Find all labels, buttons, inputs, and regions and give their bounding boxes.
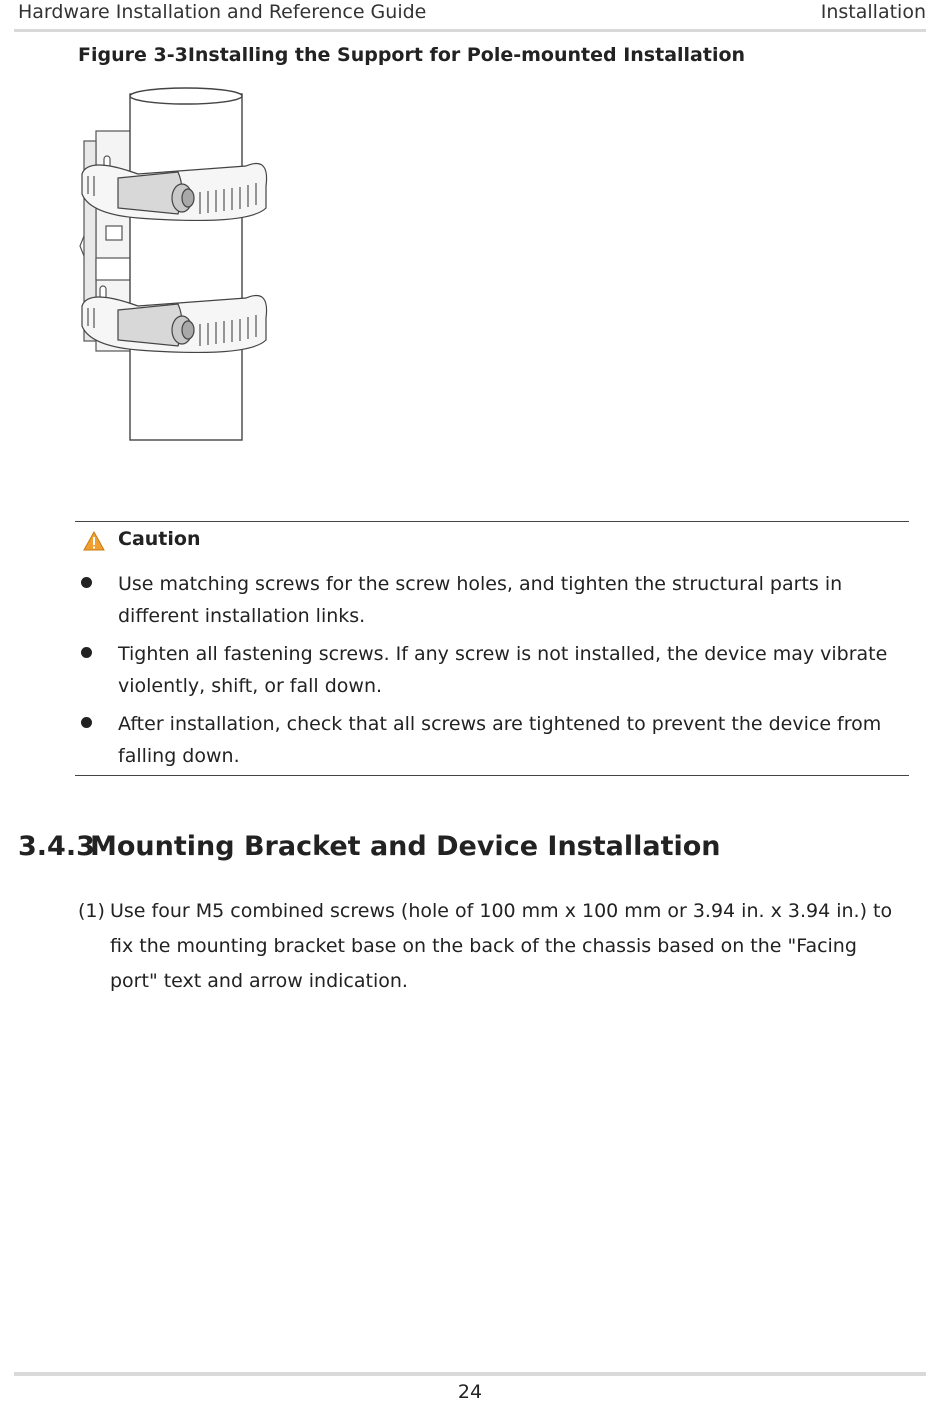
caution-item-text: Tighten all fastening screws. If any screw is not installed, the device may vibrate violently, shift, or fall down. bbox=[118, 643, 888, 697]
bullet-icon bbox=[81, 717, 92, 728]
figure-caption: Figure 3-3Installing the Support for Pole-mounted Installation bbox=[78, 44, 746, 66]
bullet-icon bbox=[81, 577, 92, 588]
caution-title: Caution bbox=[118, 528, 201, 550]
section-number: 3.4.3 bbox=[18, 831, 95, 862]
warning-triangle-icon bbox=[83, 531, 105, 551]
header-chapter: Installation bbox=[820, 1, 926, 23]
pole-mount-illustration bbox=[78, 86, 278, 446]
section-title: Mounting Bracket and Device Installation bbox=[90, 831, 721, 862]
step-number: (1) bbox=[78, 900, 105, 922]
upper-clamp bbox=[82, 164, 267, 221]
header-doc-title: Hardware Installation and Reference Guide bbox=[18, 1, 427, 23]
section-heading bbox=[18, 831, 721, 862]
footer-divider bbox=[14, 1372, 926, 1376]
pole bbox=[130, 88, 242, 440]
step-text: Use four M5 combined screws (hole of 100 mm x 100 mm or 3.94 in. x 3.94 in.) to fix the mounting bracket base on the back of the chassis based on the "Facing port" text and arrow indication. bbox=[110, 900, 893, 992]
caution-item-text: After installation, check that all screws are tightened to prevent the device from falling down. bbox=[118, 713, 882, 767]
lower-clamp bbox=[82, 296, 267, 353]
page-number: 24 bbox=[457, 1381, 483, 1403]
header-divider bbox=[14, 29, 926, 32]
caution-box bbox=[75, 521, 909, 776]
caution-item-text: Use matching screws for the screw holes, and tighten the structural parts in different installation links. bbox=[118, 573, 843, 627]
bullet-icon bbox=[81, 647, 92, 658]
